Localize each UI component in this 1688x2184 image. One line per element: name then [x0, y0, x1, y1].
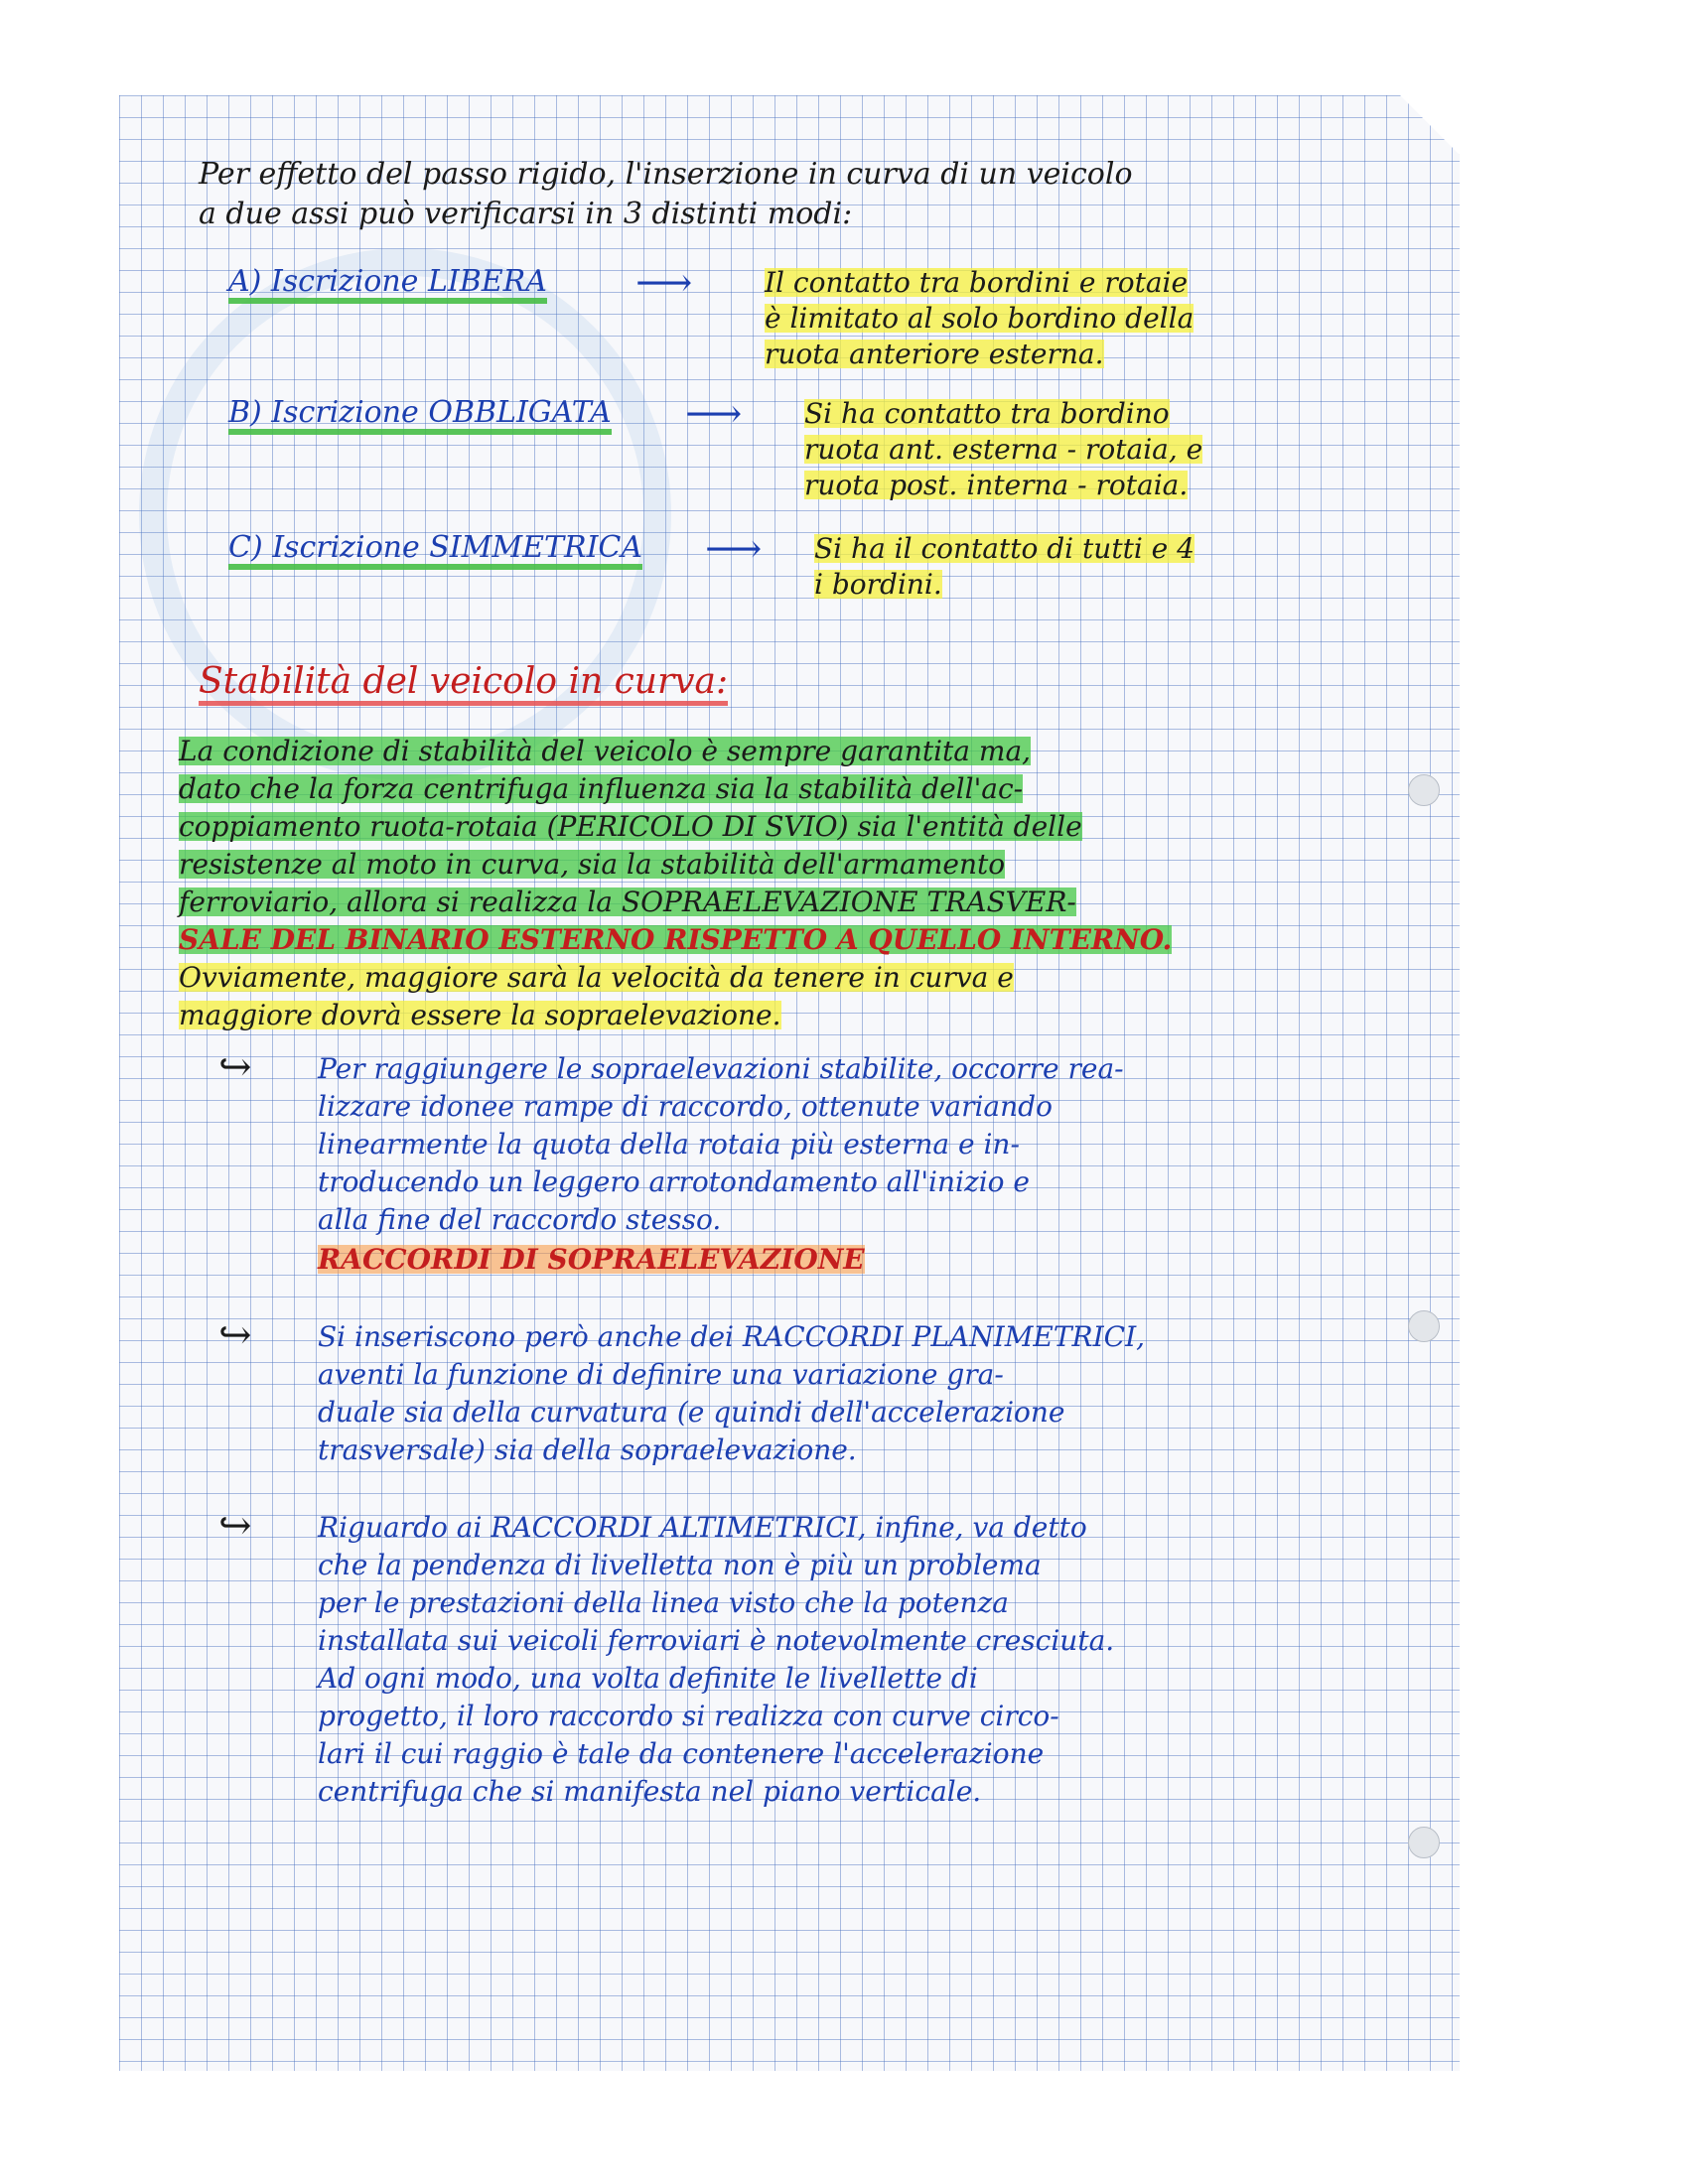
paragraph-line: coppiamento ruota-rotaia (PERICOLO DI SVIO) sia l'entità delle: [179, 810, 1082, 843]
paragraph-line: linearmente la quota della rotaia più esterna e in-: [318, 1128, 1020, 1160]
paragraph-line: Ovviamente, maggiore sarà la velocità da tenere in curva e: [179, 961, 1014, 994]
hook-arrow-icon: ↪: [218, 1312, 252, 1358]
paragraph-line: troducendo un leggero arrotondamento all'inizio e: [318, 1165, 1030, 1198]
paragraph-line: alla fine del raccordo stesso.: [318, 1203, 722, 1236]
hook-arrow-icon: ↪: [218, 1044, 252, 1090]
paragraph-line: Ad ogni modo, una volta definite le livellette di: [318, 1662, 978, 1695]
hook-arrow-icon: ↪: [218, 1503, 252, 1549]
case-desc: ruota anteriore esterna.: [765, 338, 1104, 370]
paragraph-line: dato che la forza centrifuga influenza sia la stabilità dell'ac-: [179, 772, 1024, 805]
binder-hole: [1408, 1310, 1440, 1342]
binder-hole: [1408, 1827, 1440, 1858]
paragraph-line: centrifuga che si manifesta nel piano verticale.: [318, 1775, 982, 1808]
paragraph-line: lari il cui raggio è tale da contenere l'accelerazione: [318, 1737, 1045, 1770]
paragraph-line: resistenze al moto in curva, sia la stabilità dell'armamento: [179, 848, 1006, 881]
paragraph-line: Per raggiungere le sopraelevazioni stabilite, occorre rea-: [318, 1052, 1124, 1085]
paragraph-line: ferroviario, allora si realizza la SOPRAELEVAZIONE TRASVER-: [179, 886, 1076, 918]
case-desc: Si ha contatto tra bordino: [804, 397, 1170, 430]
section-heading: Stabilità del veicolo in curva:: [199, 663, 728, 706]
arrow-icon: ⟶: [635, 260, 693, 306]
arrow-icon: ⟶: [685, 391, 743, 437]
case-label: C) Iscrizione SIMMETRICA: [228, 532, 642, 570]
binder-hole: [1408, 774, 1440, 806]
tag-label: RACCORDI DI SOPRAELEVAZIONE: [318, 1243, 865, 1276]
case-desc: i bordini.: [814, 568, 942, 601]
paragraph-line: progetto, il loro raccordo si realizza con curve circo-: [318, 1700, 1059, 1732]
paragraph-line: SALE DEL BINARIO ESTERNO RISPETTO A QUELLO INTERNO.: [179, 923, 1173, 956]
paragraph-line: maggiore dovrà essere la sopraelevazione.: [179, 999, 781, 1031]
case-label: A) Iscrizione LIBERA: [228, 266, 547, 304]
paragraph-line: installata sui veicoli ferroviari è notevolmente cresciuta.: [318, 1624, 1115, 1657]
paragraph-line: che la pendenza di livelletta non è più un problema: [318, 1549, 1042, 1581]
case-desc: ruota post. interna - rotaia.: [804, 469, 1189, 501]
arrow-icon: ⟶: [705, 526, 763, 572]
paragraph-line: trasversale) sia della sopraelevazione.: [318, 1433, 857, 1466]
paragraph-line: La condizione di stabilità del veicolo è sempre garantita ma,: [179, 735, 1032, 767]
case-desc: Il contatto tra bordini e rotaie: [765, 266, 1189, 299]
paragraph-line: Si inseriscono però anche dei RACCORDI PLANIMETRICI,: [318, 1320, 1146, 1353]
paragraph-line: aventi la funzione di definire una variazione gra-: [318, 1358, 1004, 1391]
paragraph-line: lizzare idonee rampe di raccordo, ottenute variando: [318, 1090, 1053, 1123]
case-desc: ruota ant. esterna - rotaia, e: [804, 433, 1203, 466]
paragraph-line: per le prestazioni della linea visto che la potenza: [318, 1586, 1009, 1619]
paragraph-line: Riguardo ai RACCORDI ALTIMETRICI, infine, va detto: [318, 1511, 1087, 1544]
case-desc: è limitato al solo bordino della: [765, 302, 1195, 335]
paragraph-line: duale sia della curvatura (e quindi dell'accelerazione: [318, 1396, 1065, 1429]
intro-line: a due assi può verificarsi in 3 distinti modi:: [199, 197, 853, 231]
intro-line: Per effetto del passo rigido, l'inserzione in curva di un veicolo: [199, 157, 1133, 192]
case-desc: Si ha il contatto di tutti e 4: [814, 532, 1195, 565]
case-label: B) Iscrizione OBBLIGATA: [228, 397, 612, 435]
